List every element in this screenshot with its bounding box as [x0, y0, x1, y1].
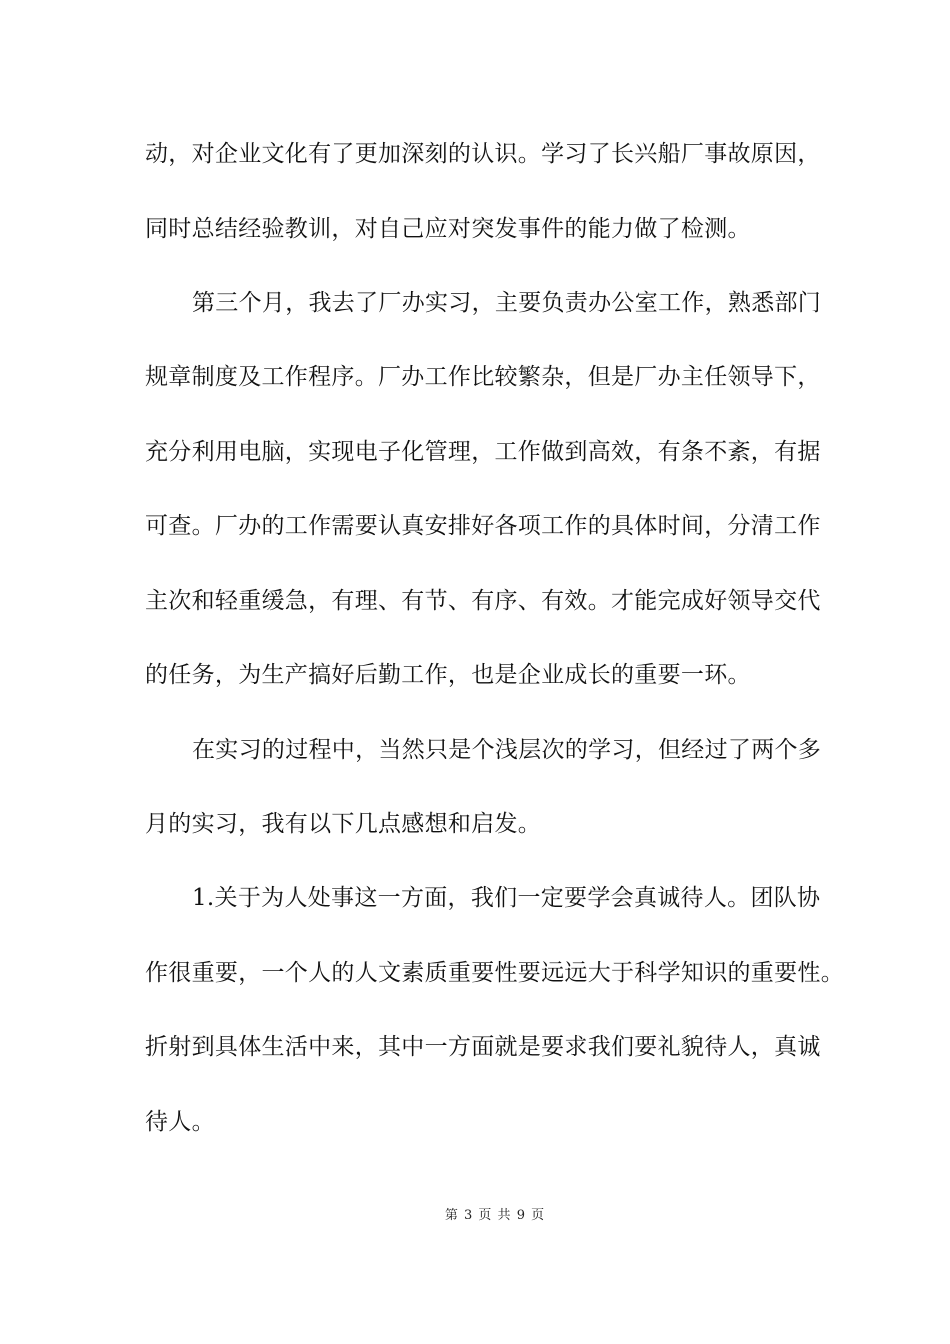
text-line: 折射到具体生活中来，其中一方面就是要求我们要礼貌待人，真诚 [145, 1034, 821, 1060]
text-line: 动，对企业文化有了更加深刻的认识。学习了长兴船厂事故原因， [145, 141, 821, 167]
text-line: 月的实习，我有以下几点感想和启发。 [145, 811, 542, 837]
text-line: 待人。 [145, 1109, 215, 1135]
text-line: 同时总结经验教训，对自己应对突发事件的能力做了检测。 [145, 216, 751, 242]
text-line: 主次和轻重缓急，有理、有节、有序、有效。才能完成好领导交代 [145, 588, 821, 614]
text-line: 作很重要，一个人的人文素质重要性要远远大于科学知识的重要性。 [145, 960, 844, 986]
page-number-footer: 第 3 页 共 9 页 [444, 1208, 546, 1223]
paragraph-first-line: 在实习的过程中，当然只是个浅层次的学习，但经过了两个多 [192, 737, 822, 763]
text-line: 的任务，为生产搞好后勤工作，也是企业成长的重要一环。 [145, 662, 751, 688]
paragraph-first-line: 第三个月，我去了厂办实习，主要负责办公室工作，熟悉部门 [192, 290, 822, 316]
paragraph-first-line: 1.关于为人处事这一方面，我们一定要学会真诚待人。团队协 [192, 885, 821, 911]
text-line: 规章制度及工作程序。厂办工作比较繁杂，但是厂办主任领导下， [145, 364, 821, 390]
text-line: 可查。厂办的工作需要认真安排好各项工作的具体时间，分清工作 [145, 513, 821, 539]
text-line: 充分利用电脑，实现电子化管理，工作做到高效，有条不紊，有据 [145, 439, 821, 465]
